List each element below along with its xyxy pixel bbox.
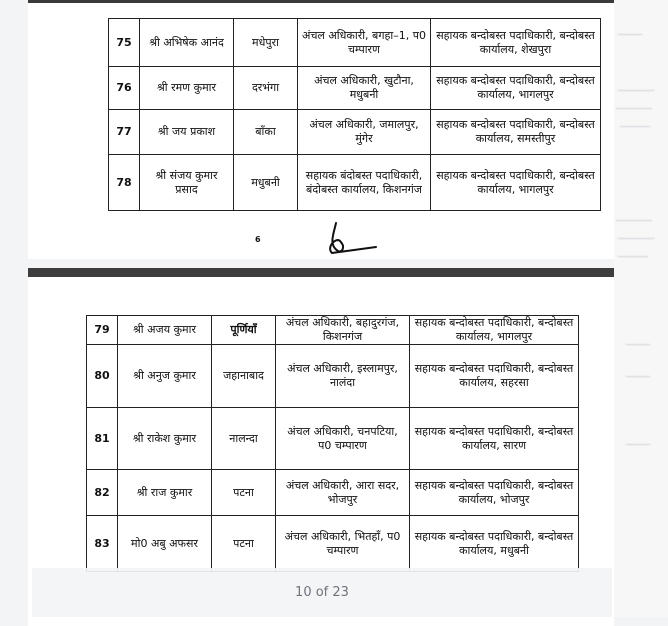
table-row: [87, 345, 579, 408]
officer-name: श्री अभिषेक आनंद: [140, 19, 234, 67]
page-indicator: 10 of 23: [295, 585, 349, 600]
serial-number: 78: [109, 155, 140, 211]
serial-number: 76: [109, 67, 140, 110]
serial-number: 83: [87, 516, 118, 572]
home-district: नालन्दा: [212, 408, 276, 470]
table-row: [87, 316, 579, 345]
home-district: पटना: [212, 470, 276, 516]
officer-name: श्री राकेश कुमार: [118, 408, 212, 470]
new-posting: सहायक बन्दोबस्त पदाधिकारी, बन्दोबस्त कार्यालय, सारण: [410, 408, 579, 470]
officer-transfer-table-top: [108, 18, 601, 211]
current-post: सहायक बंदोबस्त पदाधिकारी, बंदोबस्त कार्यालय, किशनगंज: [298, 155, 431, 211]
page-number: 6: [255, 235, 261, 244]
table-row: [87, 408, 579, 470]
serial-number: 82: [87, 470, 118, 516]
current-post: अंचल अधिकारी, भितहाँ, प0 चम्पारण: [276, 516, 410, 572]
current-post: अंचल अधिकारी, बगहा–1, प0 चम्पारण: [298, 19, 431, 67]
new-posting: सहायक बन्दोबस्त पदाधिकारी, बन्दोबस्त कार्यालय, सहरसा: [410, 345, 579, 408]
new-posting: सहायक बन्दोबस्त पदाधिकारी, बन्दोबस्त कार्यालय, मधुबनी: [410, 516, 579, 572]
officer-name: श्री जय प्रकाश: [140, 110, 234, 155]
new-posting: सहायक बन्दोबस्त पदाधिकारी, बन्दोबस्त कार्यालय, भागलपुर: [431, 155, 601, 211]
current-post: अंचल अधिकारी, खुटौना, मधुबनी: [298, 67, 431, 110]
current-post: अंचल अधिकारी, बहादुरगंज, किशनगंज: [276, 316, 410, 345]
officer-name: श्री अनुज कुमार: [118, 345, 212, 408]
serial-number: 75: [109, 19, 140, 67]
document-page-top: [28, 0, 614, 259]
table-row: [109, 155, 601, 211]
table-row: [109, 110, 601, 155]
new-posting: सहायक बन्दोबस्त पदाधिकारी, बन्दोबस्त कार्यालय, भागलपुर: [410, 316, 579, 345]
home-district: मधेपुरा: [234, 19, 298, 67]
officer-name: श्री संजय कुमार प्रसाद: [140, 155, 234, 211]
new-posting: सहायक बन्दोबस्त पदाधिकारी, बन्दोबस्त कार्यालय, भागलपुर: [431, 67, 601, 110]
officer-name: मो0 अबु अफसर: [118, 516, 212, 572]
serial-number: 77: [109, 110, 140, 155]
serial-number: 80: [87, 345, 118, 408]
home-district: बाँका: [234, 110, 298, 155]
new-posting: सहायक बन्दोबस्त पदाधिकारी, बन्दोबस्त कार्यालय, भोजपुर: [410, 470, 579, 516]
new-posting: सहायक बन्दोबस्त पदाधिकारी, बन्दोबस्त कार्यालय, समस्तीपुर: [431, 110, 601, 155]
new-posting: सहायक बन्दोबस्त पदाधिकारी, बन्दोबस्त कार्यालय, शेखपुरा: [431, 19, 601, 67]
officer-name: श्री अजय कुमार: [118, 316, 212, 345]
current-post: अंचल अधिकारी, आरा सदर, भोजपुर: [276, 470, 410, 516]
table-row: [109, 19, 601, 67]
officer-name: श्री राज कुमार: [118, 470, 212, 516]
officer-name: श्री रमण कुमार: [140, 67, 234, 110]
table-row: [109, 67, 601, 110]
home-district: दरभंगा: [234, 67, 298, 110]
table-row: [87, 516, 579, 572]
current-post: अंचल अधिकारी, जमालपुर, मुंगेर: [298, 110, 431, 155]
signature-image: [316, 217, 396, 257]
home-district: पूर्णियाँ: [212, 316, 276, 345]
home-district: मधुबनी: [234, 155, 298, 211]
serial-number: 81: [87, 408, 118, 470]
home-district: पटना: [212, 516, 276, 572]
home-district: जहानाबाद: [212, 345, 276, 408]
current-post: अंचल अधिकारी, चनपटिया, प0 चम्पारण: [276, 408, 410, 470]
background-document-blur: ──── ────── ────── ───── ────── ────── ───── ──── ──── ────: [612, 0, 668, 617]
table-row: [87, 470, 579, 516]
page-indicator-bar: [32, 568, 612, 617]
serial-number: 79: [87, 316, 118, 345]
current-post: अंचल अधिकारी, इस्लामपुर, नालंदा: [276, 345, 410, 408]
officer-transfer-table-bottom: [86, 315, 579, 572]
page-gap: [28, 259, 614, 268]
